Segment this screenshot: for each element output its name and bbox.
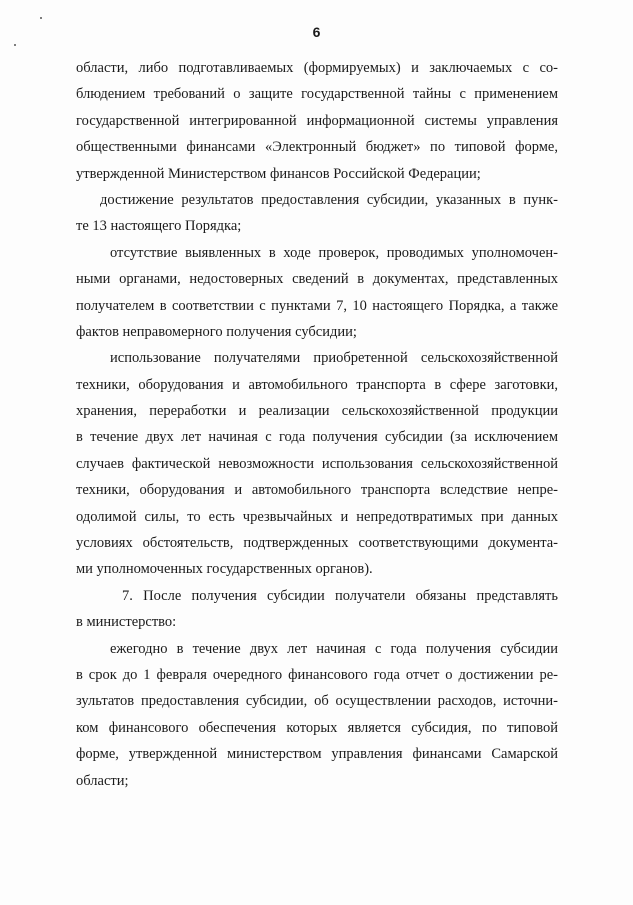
text-line: одолимой силы, то есть чрезвычайных и непредотвратимых при данных xyxy=(76,508,558,525)
text-line: техники, оборудования и автомобильного транспорта вследствие непре- xyxy=(76,482,558,499)
text-line: ежегодно в течение двух лет начиная с года получения субсидии xyxy=(110,640,558,657)
scan-speck xyxy=(40,17,42,19)
text-line: общественными финансами «Электронный бюджет» по типовой форме, xyxy=(76,139,558,156)
text-line: 7. После получения субсидии получатели обязаны представлять xyxy=(122,587,558,604)
text-line: зультатов предоставления субсидии, об осуществлении расходов, источни- xyxy=(76,693,558,710)
text-line: государственной интегрированной информационной системы управления xyxy=(76,112,558,129)
text-line: ными органами, недостоверных сведений в документах, представленных xyxy=(76,271,558,288)
text-line: утвержденной Министерством финансов Российской Федерации; xyxy=(76,165,481,182)
text-line: ком финансового обеспечения которых является субсидия, по типовой xyxy=(76,719,558,736)
text-line: форме, утвержденной министерством управления финансами Самарской xyxy=(76,746,558,763)
text-line: достижение результатов предоставления субсидии, указанных в пунк- xyxy=(100,191,558,208)
text-line: техники, оборудования и автомобильного транспорта в сфере заготовки, xyxy=(76,376,558,393)
text-line: блюдением требований о защите государственной тайны с применением xyxy=(76,86,558,103)
text-line: в течение двух лет начиная с года получения субсидии (за исключением xyxy=(76,429,558,446)
text-line: хранения, переработки и реализации сельскохозяйственной продукции xyxy=(76,403,558,420)
text-line: ми уполномоченных государственных органов). xyxy=(76,561,373,578)
text-line: условиях обстоятельств, подтвержденных соответствующими документа- xyxy=(76,535,558,552)
text-line: фактов неправомерного получения субсидии; xyxy=(76,323,357,340)
page-number: 6 xyxy=(312,24,321,40)
text-line: получателем в соответствии с пунктами 7, 10 настоящего Порядка, а также xyxy=(76,297,558,314)
text-line: использование получателями приобретенной сельскохозяйственной xyxy=(110,350,558,367)
text-line: в министерство: xyxy=(76,614,177,631)
text-line: те 13 настоящего Порядка; xyxy=(76,218,242,235)
text-line: области; xyxy=(76,772,129,789)
document-body xyxy=(76,55,558,794)
text-line: области, либо подготавливаемых (формируемых) и заключаемых с со- xyxy=(76,60,558,76)
text-line: отсутствие выявленных в ходе проверок, проводимых уполномочен- xyxy=(110,244,558,261)
text-line: случаев фактической невозможности использования сельскохозяйственной xyxy=(76,455,558,472)
scan-speck xyxy=(14,44,16,46)
text-line: в срок до 1 февраля очередного финансового года отчет о достижении ре- xyxy=(76,666,558,683)
